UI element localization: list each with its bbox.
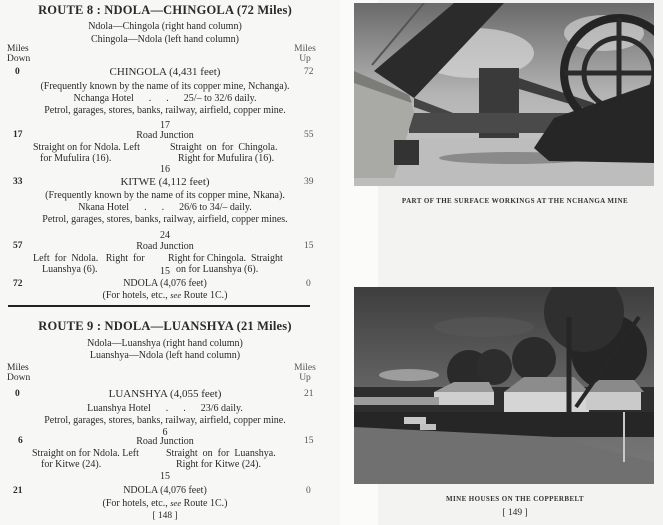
place-chingola: CHINGOLA (4,431 feet) — [109, 66, 221, 78]
miles-down-header: Miles Down — [7, 363, 31, 383]
photo2-caption: MINE HOUSES ON THE COPPERBELT — [445, 495, 585, 503]
junction-left-text: Straight on for Ndola. Left — [32, 448, 139, 459]
junction-right-text: Straight on for Chingola. — [170, 142, 278, 153]
miles-down: 57 — [13, 241, 23, 251]
junction-right-text: on for Luanshya (6). — [176, 264, 259, 275]
photo-surface-workings — [354, 3, 654, 186]
route8-title: ROUTE 8 : NDOLA—CHINGOLA (72 Miles) — [38, 3, 292, 17]
place-note: (For hotels, etc., see Route 1C.) — [102, 290, 228, 301]
junction-right-text: Right for Chingola. Straight — [168, 253, 283, 264]
junction-left-text: Luanshya (6). — [42, 264, 98, 275]
route8-direction-right: Ndola—Chingola (right hand column) — [88, 21, 242, 32]
miles-up: 21 — [304, 389, 314, 399]
miles-down: 72 — [13, 279, 23, 289]
miles-up-header: Miles Up — [294, 44, 316, 64]
junction-left-text: Straight on for Ndola. Left — [33, 142, 140, 153]
miles-up: 0 — [306, 486, 311, 496]
hotel-line: Luanshya Hotel . . 23/6 daily. — [87, 403, 243, 414]
junction-left-text: for Mufulira (16). — [40, 153, 112, 164]
road-junction: Road Junction — [136, 436, 194, 447]
junction-right-text: Straight on for Luanshya. — [166, 448, 276, 459]
section-divider — [8, 305, 310, 307]
facilities-line: Petrol, garages, stores, banks, railway, airfield, copper mine. — [44, 105, 286, 116]
hotel-line: Nchanga Hotel . . 25/– to 32/6 daily. — [73, 93, 257, 104]
distance: 6 — [162, 427, 168, 438]
place-ndola: NDOLA (4,076 feet) — [123, 485, 207, 496]
photo1-caption: PART OF THE SURFACE WORKINGS AT THE NCHANGA MINE — [401, 197, 629, 205]
junction-right-text: Right for Mufulira (16). — [178, 153, 275, 164]
junction-left-text: Left for Ndola. Right for — [33, 253, 145, 264]
place-ndola: NDOLA (4,076 feet) — [123, 278, 207, 289]
miles-up: 55 — [304, 130, 314, 140]
distance: 24 — [160, 230, 170, 241]
route9-direction-left: Luanshya—Ndola (left hand column) — [89, 350, 241, 361]
junction-left-text: for Kitwe (24). — [41, 459, 102, 470]
miles-down: 0 — [15, 67, 20, 77]
mine-workings-image — [354, 3, 654, 186]
place-kitwe: KITWE (4,112 feet) — [120, 176, 210, 188]
distance: 16 — [160, 164, 170, 175]
route9-title: ROUTE 9 : NDOLA—LUANSHYA (21 Miles) — [38, 319, 292, 333]
miles-down: 33 — [13, 177, 23, 187]
page-number-148: [ 148 ] — [152, 511, 178, 521]
miles-down: 0 — [15, 389, 20, 399]
photo-mine-houses — [354, 287, 654, 484]
place-note: (Frequently known by the name of its copper mine, Nkana). — [45, 190, 285, 201]
miles-up: 39 — [304, 177, 314, 187]
miles-up: 15 — [304, 241, 314, 251]
junction-right-text: Right for Kitwe (24). — [176, 459, 261, 470]
facilities-line: Petrol, garages, stores, banks, railway, airfield, copper mines. — [42, 214, 288, 225]
miles-down: 17 — [13, 130, 23, 140]
miles-up: 72 — [304, 67, 314, 77]
road-junction: Road Junction — [136, 241, 194, 252]
miles-up: 0 — [306, 279, 311, 289]
page-number-149: [ 149 ] — [502, 508, 528, 518]
place-note: (For hotels, etc., see Route 1C.) — [102, 498, 228, 509]
route8-direction-left: Chingola—Ndola (left hand column) — [90, 34, 240, 45]
miles-down-header: Miles Down — [7, 44, 31, 64]
miles-up: 15 — [304, 436, 314, 446]
hotel-line: Nkana Hotel . . 26/6 to 34/– daily. — [78, 202, 252, 213]
distance: 15 — [160, 471, 170, 482]
place-note: (Frequently known by the name of its copper mine, Nchanga). — [40, 81, 290, 92]
miles-down: 21 — [13, 486, 23, 496]
distance: 15 — [160, 266, 170, 277]
distance: 17 — [160, 120, 170, 131]
route9-direction-right: Ndola—Luanshya (right hand column) — [87, 338, 243, 349]
place-luanshya: LUANSHYA (4,055 feet) — [108, 388, 222, 400]
road-junction: Road Junction — [136, 130, 194, 141]
mine-houses-image — [354, 287, 654, 484]
miles-down: 6 — [18, 436, 23, 446]
facilities-line: Petrol, garages, stores, banks, railway, airfield, copper mine. — [44, 415, 286, 426]
miles-up-header: Miles Up — [294, 363, 316, 383]
